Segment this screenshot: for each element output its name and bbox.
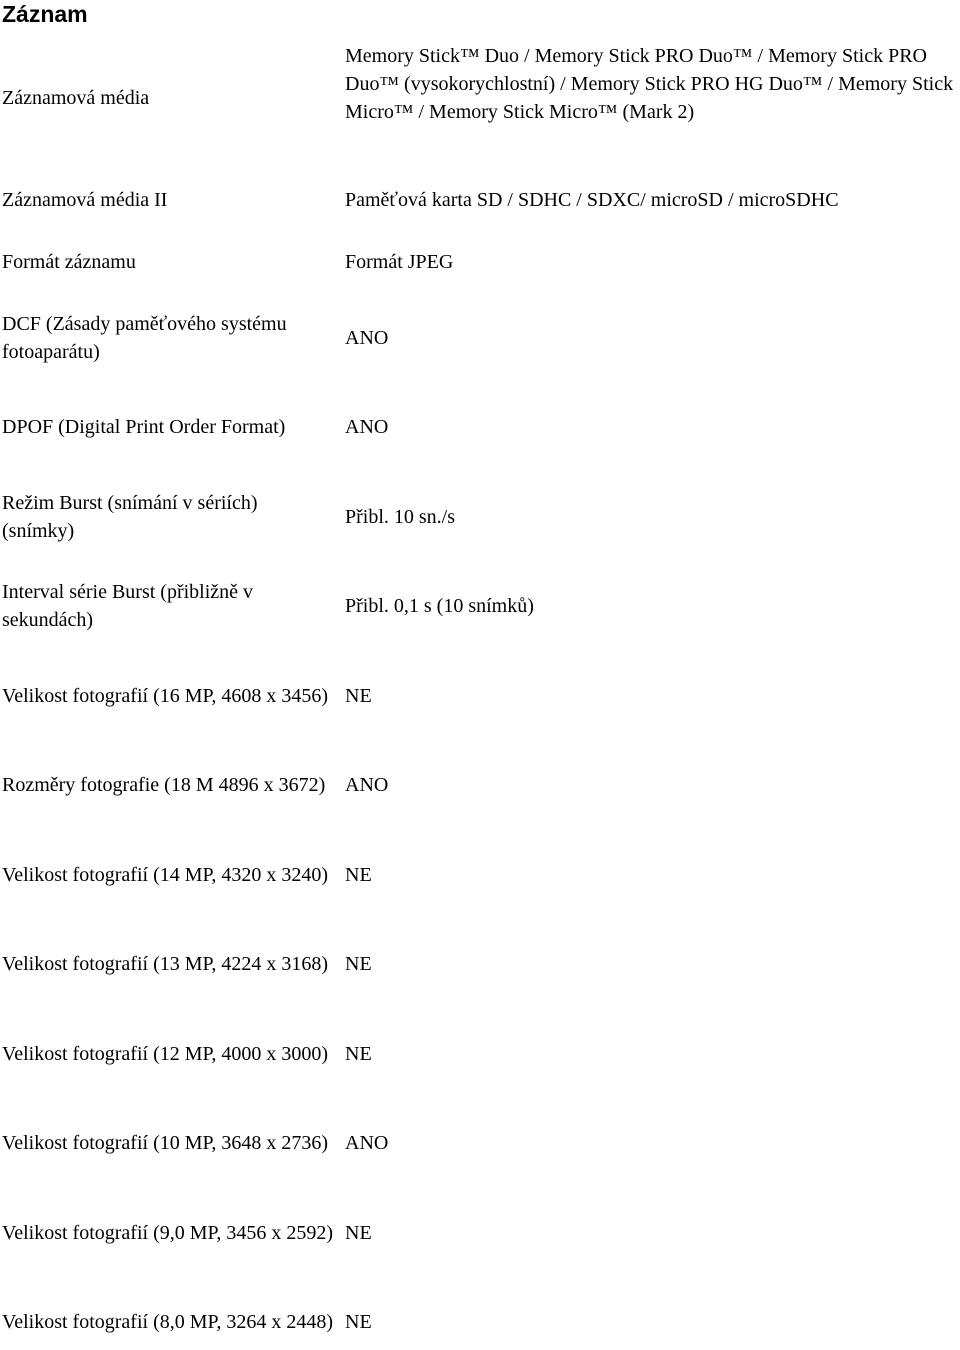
spec-row <box>0 310 960 366</box>
spec-row <box>0 578 960 634</box>
spec-row <box>0 847 960 903</box>
spec-row <box>0 248 960 276</box>
spec-row <box>0 42 960 154</box>
spec-label: Rozměry fotografie (18 M 4896 x 3672) <box>2 774 326 796</box>
spec-label: Záznamová média <box>2 87 150 109</box>
spec-value: NE <box>345 1311 372 1333</box>
spec-row <box>0 399 960 455</box>
spec-value: Přibl. 0,1 s (10 snímků) <box>345 595 534 617</box>
spec-row <box>0 489 960 545</box>
spec-label: Formát záznamu <box>2 251 136 273</box>
spec-value: Přibl. 10 sn./s <box>345 506 456 528</box>
spec-label: Velikost fotografií (13 MP, 4224 x 3168) <box>2 953 329 975</box>
spec-value: ANO <box>345 327 389 349</box>
spec-value: NE <box>345 864 372 886</box>
spec-value: ANO <box>345 774 389 796</box>
spec-row <box>0 668 960 724</box>
spec-value: NE <box>345 1043 372 1065</box>
spec-label: DCF (Zásady paměťového systému fotoaparátu) <box>2 313 287 363</box>
spec-row <box>0 1294 960 1350</box>
spec-row <box>0 186 960 214</box>
spec-value: Memory Stick™ Duo / Memory Stick PRO Duo™ / Memory Stick PRO Duo™ (vysokorychlostní) / Memory Stick PRO HG Duo™ / Memory Stick Micro™ / Memory Stick Micro™ (Mark 2) <box>345 45 954 123</box>
spec-label: Velikost fotografií (14 MP, 4320 x 3240) <box>2 864 329 886</box>
spec-row <box>0 757 960 813</box>
spec-label: Velikost fotografií (16 MP, 4608 x 3456) <box>2 685 329 707</box>
spec-value: Formát JPEG <box>345 251 454 273</box>
spec-label: Velikost fotografií (8,0 MP, 3264 x 2448) <box>2 1311 334 1333</box>
spec-value: ANO <box>345 1132 389 1154</box>
spec-value: Paměťová karta SD / SDHC / SDXC/ microSD / microSDHC <box>345 189 839 211</box>
spec-value: NE <box>345 1222 372 1244</box>
section-title: Záznam <box>2 1 88 27</box>
spec-row <box>0 1115 960 1171</box>
spec-value: NE <box>345 953 372 975</box>
spec-value: NE <box>345 685 372 707</box>
spec-label: Velikost fotografií (10 MP, 3648 x 2736) <box>2 1132 329 1154</box>
spec-label: Velikost fotografií (9,0 MP, 3456 x 2592) <box>2 1222 334 1244</box>
spec-value: ANO <box>345 416 389 438</box>
spec-row <box>0 1205 960 1261</box>
spec-row <box>0 1026 960 1082</box>
spec-label: DPOF (Digital Print Order Format) <box>2 416 286 438</box>
spec-label: Záznamová média II <box>2 189 168 211</box>
spec-row <box>0 936 960 992</box>
spec-label: Režim Burst (snímání v sériích) (snímky) <box>2 492 258 542</box>
spec-label: Interval série Burst (přibližně v sekundách) <box>2 581 254 631</box>
spec-label: Velikost fotografií (12 MP, 4000 x 3000) <box>2 1043 329 1065</box>
